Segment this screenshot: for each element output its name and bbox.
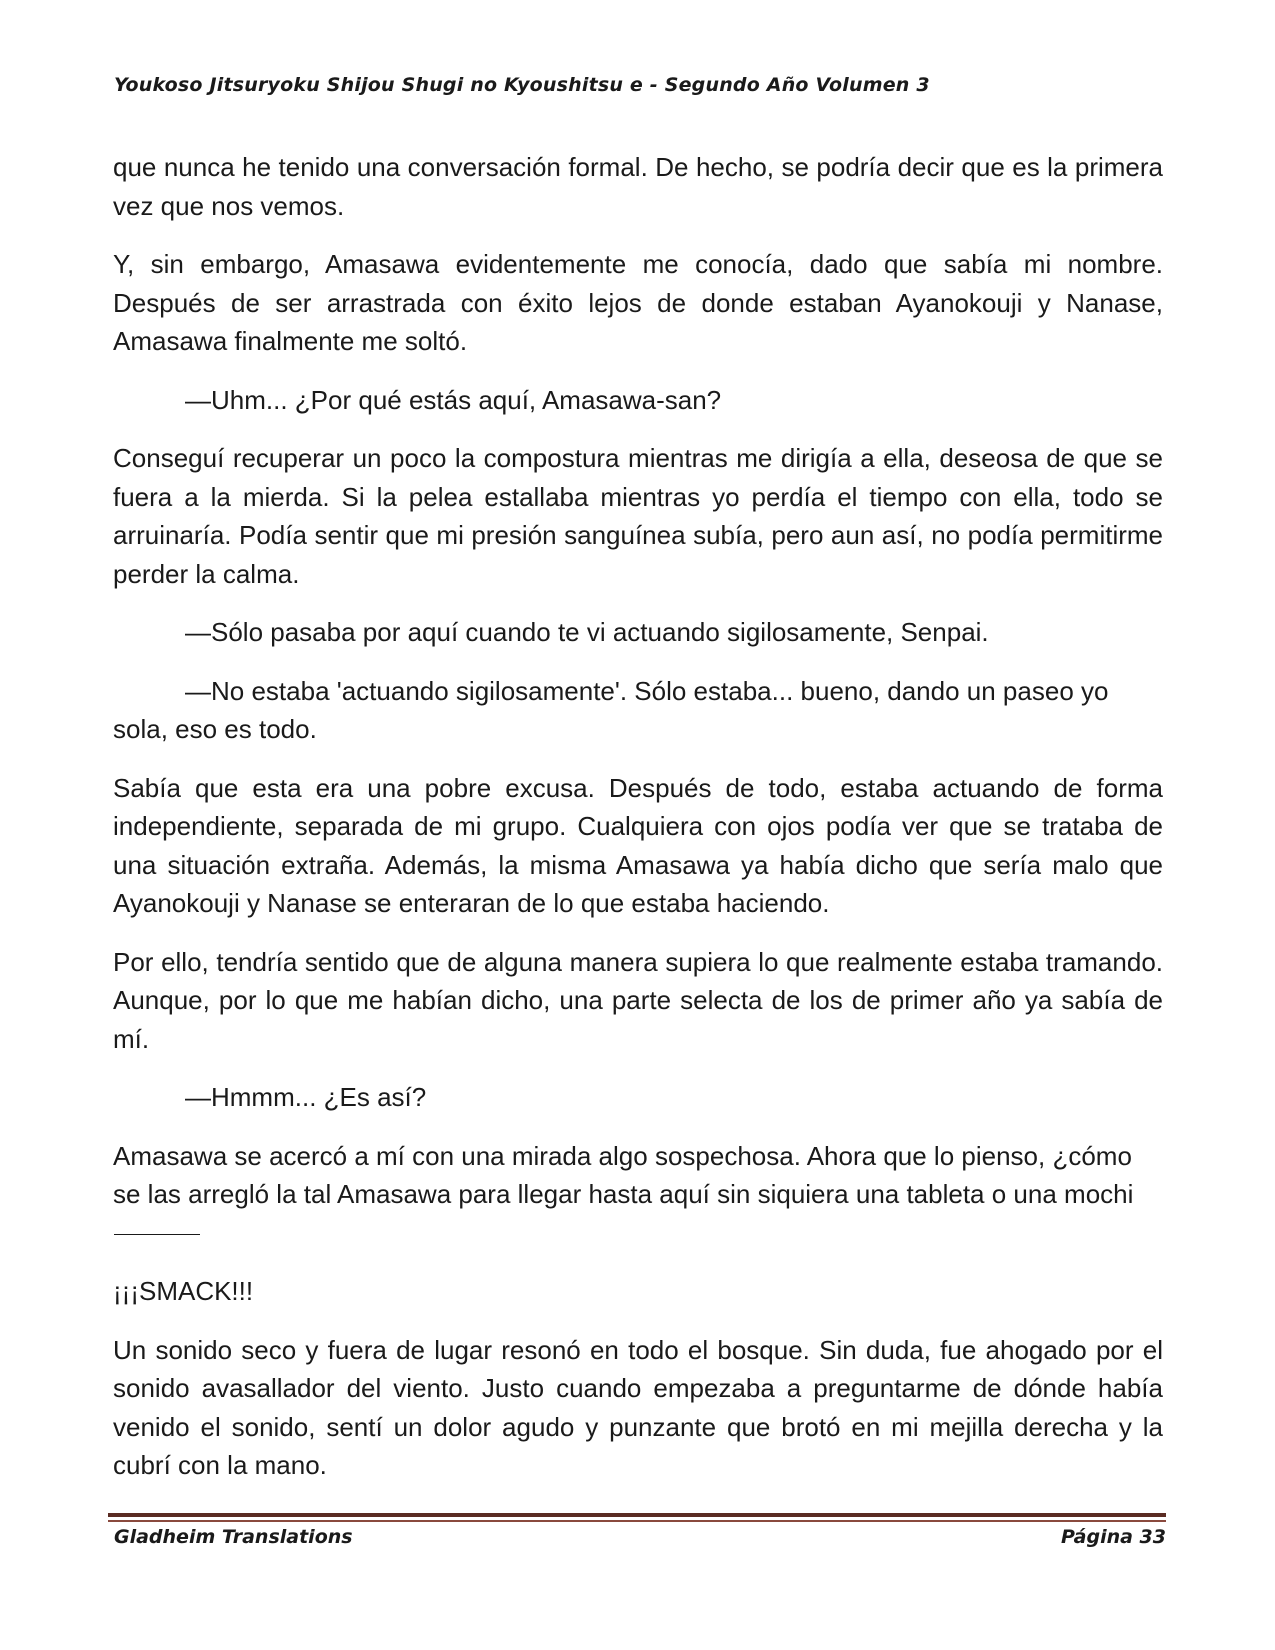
paragraph-interrupted	[113, 1137, 1163, 1253]
footer-rule	[108, 1513, 1166, 1517]
paragraph-text: Amasawa se acercó a mí con una mirada algo sospechosa. Ahora que lo pienso, ¿cómo se las arregló la tal Amasawa para llegar hasta aquí sin siquiera una tableta o una mochi	[113, 1140, 1134, 1209]
paragraph: que nunca he tenido una conversación formal. De hecho, se podría decir que es la primera vez que nos vemos.	[113, 152, 1163, 221]
interruption-dash	[114, 1234, 200, 1235]
running-header: Youkoso Jitsuryoku Shijou Shugi no Kyoushitsu e - Segundo Año Volumen 3	[114, 74, 930, 96]
dialogue-line: —Hmmm... ¿Es así?	[185, 1082, 427, 1112]
page-body	[113, 148, 1163, 1505]
dialogue-line: —No estaba 'actuando sigilosamente'. Sólo estaba... bueno, dando un paseo yo sola, eso es todo.	[113, 675, 1109, 744]
paragraph: Conseguí recuperar un poco la compostura mientras me dirigía a ella, deseosa de que se fuera a la mierda. Si la pelea estallaba mientras yo perdía el tiempo con ella, todo se arruinaría. Podía sentir que mi presión sanguínea subía, pero aun así, no podía permitirme perder la calma.	[113, 443, 1163, 589]
paragraph: Un sonido seco y fuera de lugar resonó en todo el bosque. Sin duda, fue ahogado por el sonido avasallador del viento. Justo cuando empezaba a preguntarme de dónde había venido el sonido, sentí un dolor agudo y punzante que brotó en mi mejilla derecha y la cubrí con la mano.	[113, 1334, 1163, 1480]
page-number: Página 33	[1060, 1526, 1166, 1548]
dialogue-line: —Uhm... ¿Por qué estás aquí, Amasawa-san?	[185, 384, 722, 415]
paragraph: Y, sin embargo, Amasawa evidentemente me conocía, dado que sabía mi nombre. Después de ser arrastrada con éxito lejos de donde estaban Ayanokouji y Nanase, Amasawa finalmente me soltó.	[113, 249, 1163, 356]
sound-effect: ¡¡¡SMACK!!!	[113, 1276, 254, 1306]
paragraph: Por ello, tendría sentido que de alguna manera supiera lo que realmente estaba tramando. Aunque, por lo que me habían dicho, una parte selecta de los de primer año ya sabía de mí.	[113, 946, 1163, 1054]
paragraph: Sabía que esta era una pobre excusa. Después de todo, estaba actuando de forma independiente, separada de mi grupo. Cualquiera con ojos podía ver que se trataba de una situación extraña. Además, la misma Amasawa ya había dicho que sería malo que Ayanokouji y Nanase se enteraran de lo que estaba haciendo.	[113, 772, 1163, 918]
dialogue-line: —Sólo pasaba por aquí cuando te vi actuando sigilosamente, Senpai.	[185, 617, 989, 647]
footer-credit: Gladheim Translations	[114, 1526, 353, 1548]
footer-rule-secondary	[108, 1520, 1166, 1522]
